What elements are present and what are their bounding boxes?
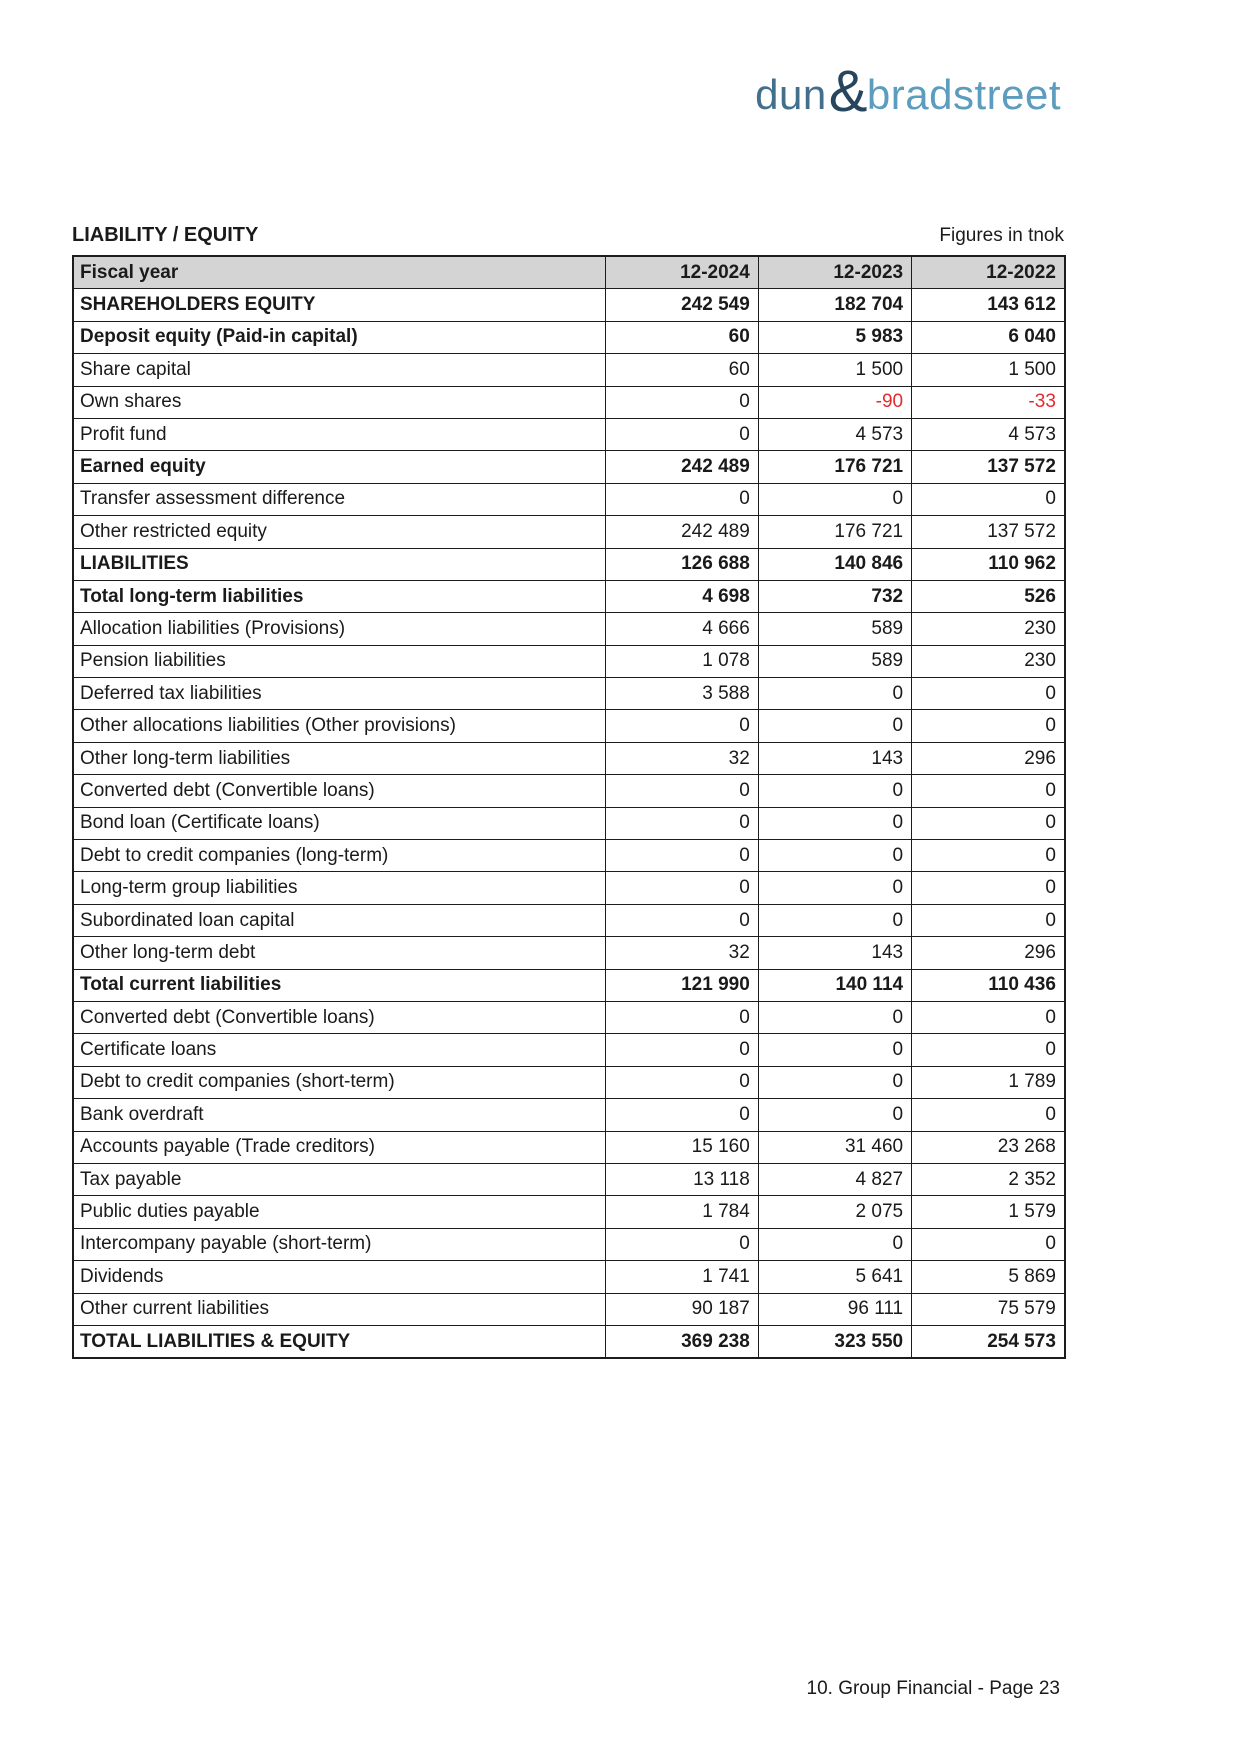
row-value: 526	[912, 580, 1065, 612]
row-value: 4 666	[605, 613, 758, 645]
row-value: 0	[912, 872, 1065, 904]
table-row	[73, 840, 1065, 872]
row-value: 75 579	[912, 1293, 1065, 1325]
header-col-2022: 12-2022	[912, 256, 1065, 289]
row-value: 31 460	[758, 1131, 911, 1163]
table-body	[73, 289, 1065, 1358]
table-row	[73, 580, 1065, 612]
page-title: LIABILITY / EQUITY	[72, 224, 259, 246]
row-value: 143	[758, 742, 911, 774]
table-row	[73, 386, 1065, 418]
dun-bradstreet-logo	[755, 59, 1061, 124]
table-row	[73, 1228, 1065, 1260]
table-row	[73, 483, 1065, 515]
table-row	[73, 1034, 1065, 1066]
table-row	[73, 775, 1065, 807]
row-label: Converted debt (Convertible loans)	[73, 1001, 605, 1033]
row-value: 5 869	[912, 1261, 1065, 1293]
row-value: 0	[605, 418, 758, 450]
table-row	[73, 418, 1065, 450]
row-value: 110 962	[912, 548, 1065, 580]
row-value: 0	[912, 1034, 1065, 1066]
row-label: Transfer assessment difference	[73, 483, 605, 515]
row-label: Other allocations liabilities (Other provisions)	[73, 710, 605, 742]
row-value: 0	[605, 840, 758, 872]
row-label: Certificate loans	[73, 1034, 605, 1066]
row-value: 1 741	[605, 1261, 758, 1293]
row-value: 296	[912, 742, 1065, 774]
row-value: 242 489	[605, 451, 758, 483]
logo-text-dun: dun	[755, 71, 827, 118]
row-label: Allocation liabilities (Provisions)	[73, 613, 605, 645]
table-row	[73, 710, 1065, 742]
row-label: TOTAL LIABILITIES & EQUITY	[73, 1325, 605, 1358]
table-row	[73, 1293, 1065, 1325]
table-row	[73, 1163, 1065, 1195]
row-value: 0	[605, 1066, 758, 1098]
row-value: 60	[605, 321, 758, 353]
row-value: 254 573	[912, 1325, 1065, 1358]
row-value: 0	[605, 807, 758, 839]
table-row	[73, 678, 1065, 710]
row-value: 0	[758, 1034, 911, 1066]
row-label: Dividends	[73, 1261, 605, 1293]
row-label: Pension liabilities	[73, 645, 605, 677]
row-value: 2 352	[912, 1163, 1065, 1195]
row-value: 230	[912, 613, 1065, 645]
row-value: 0	[605, 872, 758, 904]
row-label: Earned equity	[73, 451, 605, 483]
row-value: 0	[758, 840, 911, 872]
table-row	[73, 807, 1065, 839]
row-value: 3 588	[605, 678, 758, 710]
header-col-2023: 12-2023	[758, 256, 911, 289]
row-value: 0	[605, 386, 758, 418]
liability-equity-table	[72, 255, 1066, 1359]
row-label: Tax payable	[73, 1163, 605, 1195]
row-value: 32	[605, 937, 758, 969]
row-value: 13 118	[605, 1163, 758, 1195]
row-label: Bond loan (Certificate loans)	[73, 807, 605, 839]
row-value: 323 550	[758, 1325, 911, 1358]
row-value: 369 238	[605, 1325, 758, 1358]
row-value: 96 111	[758, 1293, 911, 1325]
row-value: 90 187	[605, 1293, 758, 1325]
table-row	[73, 289, 1065, 321]
row-value: 5 983	[758, 321, 911, 353]
table-row	[73, 1325, 1065, 1358]
row-value: 0	[912, 483, 1065, 515]
row-label: Converted debt (Convertible loans)	[73, 775, 605, 807]
row-value: 0	[605, 483, 758, 515]
row-value: 0	[758, 483, 911, 515]
row-label: Profit fund	[73, 418, 605, 450]
row-label: Bank overdraft	[73, 1099, 605, 1131]
table-row	[73, 872, 1065, 904]
row-value: 0	[758, 1099, 911, 1131]
row-label: Subordinated loan capital	[73, 904, 605, 936]
row-value: 0	[912, 1099, 1065, 1131]
row-value: 110 436	[912, 969, 1065, 1001]
row-value: 0	[758, 1228, 911, 1260]
table-row	[73, 613, 1065, 645]
row-label: Debt to credit companies (short-term)	[73, 1066, 605, 1098]
row-value: 23 268	[912, 1131, 1065, 1163]
row-value: 4 573	[758, 418, 911, 450]
table-row	[73, 1001, 1065, 1033]
row-value: 589	[758, 613, 911, 645]
row-value: 32	[605, 742, 758, 774]
table-row	[73, 1131, 1065, 1163]
row-value: 126 688	[605, 548, 758, 580]
table-row	[73, 645, 1065, 677]
row-label: Other long-term liabilities	[73, 742, 605, 774]
header-col-2024: 12-2024	[605, 256, 758, 289]
row-value: 5 641	[758, 1261, 911, 1293]
row-value: 4 827	[758, 1163, 911, 1195]
table-row	[73, 1066, 1065, 1098]
table-row	[73, 516, 1065, 548]
table-row	[73, 354, 1065, 386]
row-value: 143	[758, 937, 911, 969]
row-label: Accounts payable (Trade creditors)	[73, 1131, 605, 1163]
row-value: 1 500	[758, 354, 911, 386]
section-titlebar	[72, 224, 1064, 247]
row-value: 0	[912, 1001, 1065, 1033]
row-value: 1 784	[605, 1196, 758, 1228]
row-value: 0	[605, 904, 758, 936]
row-value: 0	[758, 678, 911, 710]
row-value: 6 040	[912, 321, 1065, 353]
row-value: 182 704	[758, 289, 911, 321]
row-value: 0	[758, 807, 911, 839]
row-value: 1 789	[912, 1066, 1065, 1098]
row-value: 60	[605, 354, 758, 386]
row-value: 230	[912, 645, 1065, 677]
table-row	[73, 321, 1065, 353]
row-value: 176 721	[758, 451, 911, 483]
row-value: 0	[758, 775, 911, 807]
row-value: 0	[912, 807, 1065, 839]
row-value: -33	[912, 386, 1065, 418]
row-value: 176 721	[758, 516, 911, 548]
row-value: 121 990	[605, 969, 758, 1001]
row-label: Public duties payable	[73, 1196, 605, 1228]
row-value: 1 500	[912, 354, 1065, 386]
row-value: 143 612	[912, 289, 1065, 321]
table-row	[73, 1099, 1065, 1131]
table-row	[73, 969, 1065, 1001]
table-row	[73, 1196, 1065, 1228]
row-label: Other current liabilities	[73, 1293, 605, 1325]
logo-ampersand-icon: &	[828, 59, 868, 124]
row-label: Other restricted equity	[73, 516, 605, 548]
row-label: SHAREHOLDERS EQUITY	[73, 289, 605, 321]
row-value: 0	[912, 904, 1065, 936]
row-label: Total long-term liabilities	[73, 580, 605, 612]
row-value: 15 160	[605, 1131, 758, 1163]
row-value: 0	[912, 678, 1065, 710]
row-value: 140 846	[758, 548, 911, 580]
row-label: Debt to credit companies (long-term)	[73, 840, 605, 872]
row-value: 0	[912, 710, 1065, 742]
header-fiscal-year: Fiscal year	[73, 256, 605, 289]
row-value: 296	[912, 937, 1065, 969]
table-header-row	[73, 256, 1065, 289]
row-label: Own shares	[73, 386, 605, 418]
row-value: 0	[605, 710, 758, 742]
table-row	[73, 1261, 1065, 1293]
row-value: 0	[912, 840, 1065, 872]
row-label: Other long-term debt	[73, 937, 605, 969]
row-value: 0	[912, 1228, 1065, 1260]
row-value: 0	[605, 1099, 758, 1131]
row-label: Deferred tax liabilities	[73, 678, 605, 710]
row-value: 0	[605, 775, 758, 807]
row-value: 0	[758, 710, 911, 742]
row-value: 0	[758, 1066, 911, 1098]
row-value: 137 572	[912, 451, 1065, 483]
row-value: 0	[758, 872, 911, 904]
row-value: 0	[758, 1001, 911, 1033]
table-row	[73, 904, 1065, 936]
row-value: 0	[605, 1228, 758, 1260]
row-value: 4 698	[605, 580, 758, 612]
row-label: Total current liabilities	[73, 969, 605, 1001]
row-label: Share capital	[73, 354, 605, 386]
row-value: 242 489	[605, 516, 758, 548]
table-row	[73, 548, 1065, 580]
row-value: 0	[605, 1034, 758, 1066]
table-row	[73, 937, 1065, 969]
row-value: 1 078	[605, 645, 758, 677]
row-value: 0	[758, 904, 911, 936]
row-label: Deposit equity (Paid-in capital)	[73, 321, 605, 353]
row-value: 0	[605, 1001, 758, 1033]
row-label: LIABILITIES	[73, 548, 605, 580]
table-row	[73, 742, 1065, 774]
row-value: 4 573	[912, 418, 1065, 450]
row-value: 2 075	[758, 1196, 911, 1228]
row-value: 589	[758, 645, 911, 677]
row-label: Intercompany payable (short-term)	[73, 1228, 605, 1260]
row-value: 1 579	[912, 1196, 1065, 1228]
row-label: Long-term group liabilities	[73, 872, 605, 904]
units-note: Figures in tnok	[939, 225, 1064, 246]
row-value: 137 572	[912, 516, 1065, 548]
page-footer: 10. Group Financial - Page 23	[806, 1678, 1060, 1699]
table-row	[73, 451, 1065, 483]
row-value: 242 549	[605, 289, 758, 321]
logo-text-bradstreet: bradstreet	[866, 71, 1061, 118]
row-value: 140 114	[758, 969, 911, 1001]
row-value: -90	[758, 386, 911, 418]
row-value: 732	[758, 580, 911, 612]
row-value: 0	[912, 775, 1065, 807]
